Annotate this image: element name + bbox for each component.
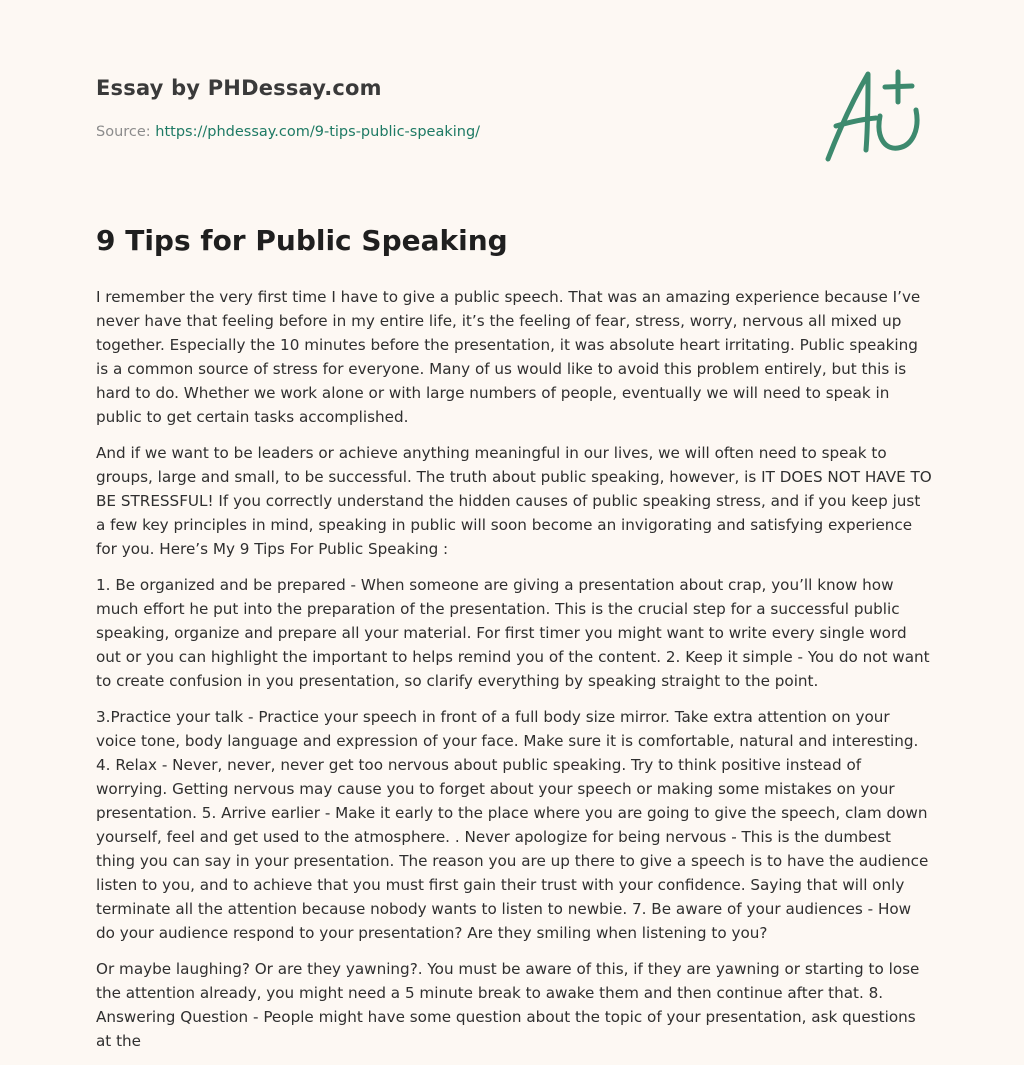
essay-paragraph: And if we want to be leaders or achieve anything meaningful in our lives, we will often need to speak to groups, large and small, to be successful. The truth about public speaking, however, is IT DOES NOT HAVE TO BE STRESSFUL! If you correctly understand the hidden causes of public speaking stress, and if you keep just a few key principles in mind, speaking in public will soon become an invigorating and satisfying experience for you. Here’s My 9 Tips For Public Speaking :	[96, 444, 932, 558]
site-title: Essay by PHDessay.com	[96, 76, 382, 100]
essay-title: 9 Tips for Public Speaking	[96, 224, 508, 257]
essay-paragraph: 1. Be organized and be prepared - When someone are giving a presentation about crap, you’ll know how much effort he put into the preparation of the presentation. This is the crucial step for a successful public speaking, organize and prepare all your material. For first timer you might want to write every single word out or you can highlight the important to helps remind you of the content. 2. Keep it simple - You do not want to create confusion in you presentation, so clarify everything by speaking straight to the point.	[96, 576, 930, 690]
essay-body	[96, 285, 932, 1065]
a-plus-grade-icon	[818, 66, 930, 166]
source-link[interactable]: https://phdessay.com/9-tips-public-speaking/	[155, 124, 481, 140]
source-label: Source:	[96, 124, 156, 140]
source-line	[96, 124, 480, 140]
essay-paragraph: Or maybe laughing? Or are they yawning?. You must be aware of this, if they are yawning or starting to lose the attention already, you might need a 5 minute break to awake them and then continue after that. 8. Answering Question - People might have some question about the topic of your presentation, ask questions at the	[96, 960, 920, 1050]
essay-paragraph: 3.Practice your talk - Practice your speech in front of a full body size mirror. Take extra attention on your voice tone, body language and expression of your face. Make sure it is comfortable, natural and interesting. 4. Relax - Never, never, never get too nervous about public speaking. Try to think positive instead of worrying. Getting nervous may cause you to forget about your speech or making some mistakes on your presentation. 5. Arrive earlier - Make it early to the place where you are going to give the speech, clam down yourself, feel and get used to the atmosphere. . Never apologize for being nervous - This is the dumbest thing you can say in your presentation. The reason you are up there to give a speech is to have the audience listen to you, and to achieve that you must first gain their trust with your confidence. Saying that will only terminate all the attention because nobody wants to listen to newbie. 7. Be aware of your audiences - How do your audience respond to your presentation? Are they smiling when listening to you?	[96, 708, 929, 942]
essay-paragraph: I remember the very first time I have to give a public speech. That was an amazing experience because I’ve never have that feeling before in my entire life, it’s the feeling of fear, stress, worry, nervous all mixed up together. Especially the 10 minutes before the presentation, it was absolute heart irritating. Public speaking is a common source of stress for everyone. Many of us would like to avoid this problem entirely, but this is hard to do. Whether we work alone or with large numbers of people, eventually we will need to speak in public to get certain tasks accomplished.	[96, 288, 921, 426]
